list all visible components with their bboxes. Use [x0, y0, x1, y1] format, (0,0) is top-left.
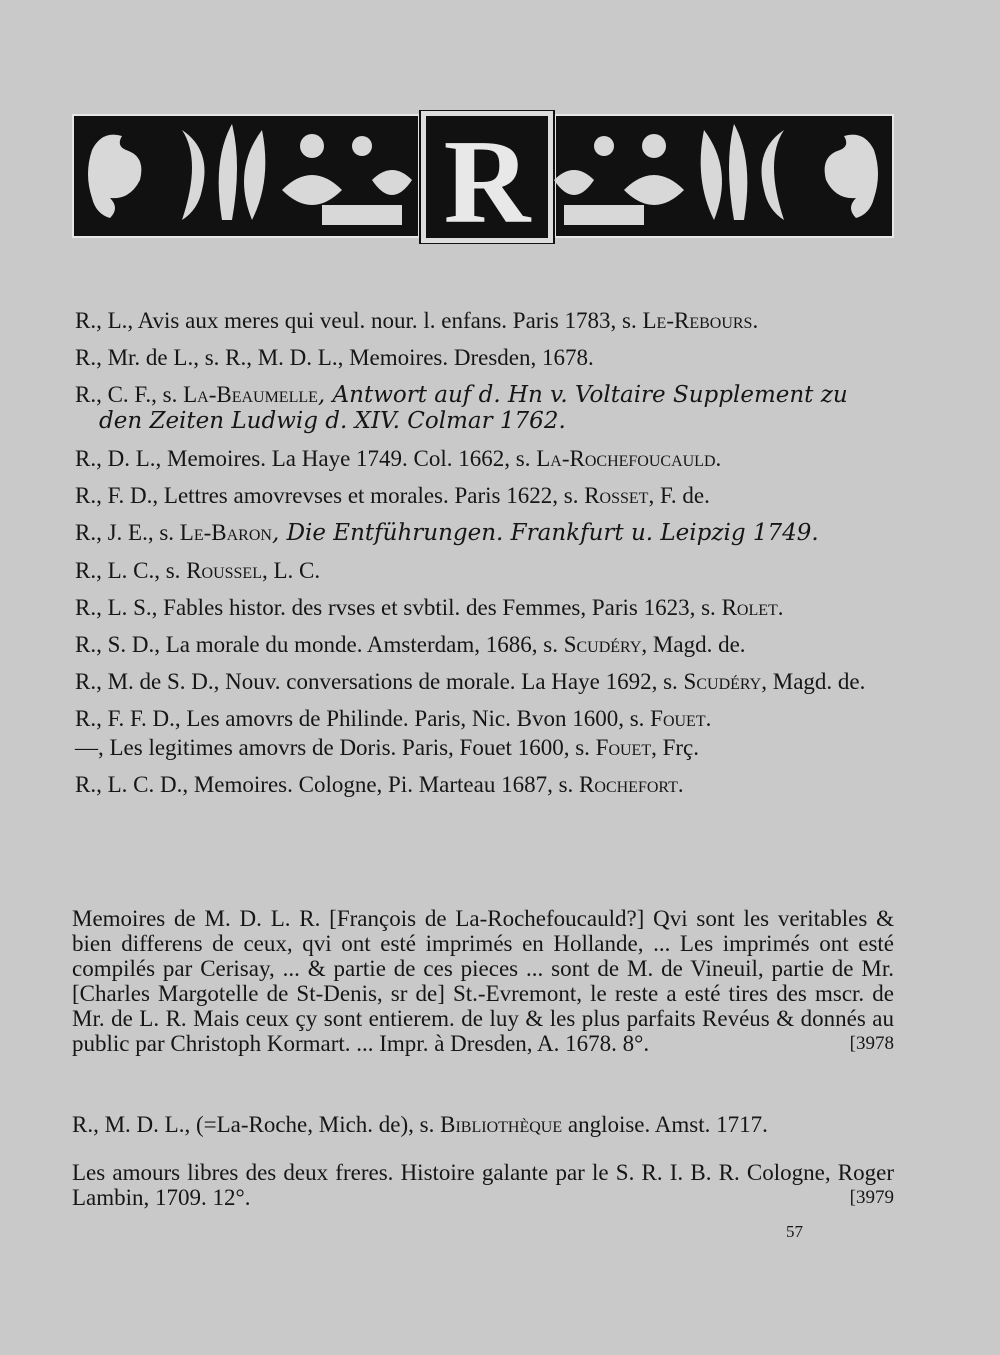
list-item: R., L. C., s. Roussel, L. C. [75, 558, 321, 583]
entry-number: [3978 [849, 1033, 894, 1054]
list-item: R., J. E., s. Le-Baron, Die Entführungen. Frankfurt u. Leipzig 1749. [75, 520, 819, 546]
list-item: R., C. F., s. La-Beaumelle, Antwort auf d. Hn v. Voltaire Supplement zu den Zeiten Ludwig d. XIV. Colmar 1762. [75, 382, 848, 434]
list-item: R., F. D., Lettres amovrevses et morales. Paris 1622, s. Rosset, F. de. [75, 483, 710, 508]
list-item: R., F. F. D., Les amovrs de Philinde. Paris, Nic. Bvon 1600, s. Fouet. [75, 706, 712, 731]
list-item: R., L. S., Fables histor. des rvses et svbtil. des Femmes, Paris 1623, s. Rolet. [75, 595, 784, 620]
list-item: R., M. de S. D., Nouv. conversations de morale. La Haye 1692, s. Scudéry, Magd. de. [75, 669, 866, 694]
note-memoires: Memoires de M. D. L. R. [François de La-Rochefoucauld?] Qvi sont les veritables & bien differens de ceux, qvi ont esté imprimés en Hollande, ... Les imprimés ont esté compilés par Cerisay, ... & partie de ces pieces ... sont de M. de Vineuil, partie de Mr. [Charles Margotelle de St-Denis, sr de] St.-Evremont, le reste a esté tires des mscr. de Mr. de L. R. Mais ceux çy sont entierem. de luy & les plus parfaits Revéus & donnés au public par Christoph Kormart. ... Impr. à Dresden, A. 1678. 8°. [3978 [72, 906, 894, 1056]
list-item: R., Mr. de L., s. R., M. D. L., Memoires. Dresden, 1678. [75, 345, 594, 370]
note-amours: Les amours libres des deux freres. Histoire galante par le S. R. I. B. R. Cologne, Roger Lambin, 1709. 12°. [3979 [72, 1160, 894, 1210]
initial-letter: R [443, 115, 531, 244]
entry-number: [3979 [849, 1187, 894, 1208]
list-item: R., D. L., Memoires. La Haye 1749. Col. 1662, s. La-Rochefoucauld. [75, 446, 722, 471]
page-number: 57 [786, 1222, 803, 1241]
list-item: R., L. C. D., Memoires. Cologne, Pi. Marteau 1687, s. Rochefort. [75, 772, 684, 797]
entry-list [75, 308, 897, 809]
list-item: R., S. D., La morale du monde. Amsterdam, 1686, s. Scudéry, Magd. de. [75, 632, 746, 657]
ornamental-headpiece [72, 110, 894, 244]
list-item: R., L., Avis aux meres qui veul. nour. l. enfans. Paris 1783, s. Le-Rebours. [75, 308, 759, 333]
ornamental-headpiece-icon [72, 110, 894, 244]
entry-la-roche: R., M. D. L., (=La-Roche, Mich. de), s. Bibliothèque angloise. Amst. 1717. [72, 1112, 768, 1137]
list-item: —, Les legitimes amovrs de Doris. Paris, Fouet 1600, s. Fouet, Frç. [75, 735, 700, 760]
